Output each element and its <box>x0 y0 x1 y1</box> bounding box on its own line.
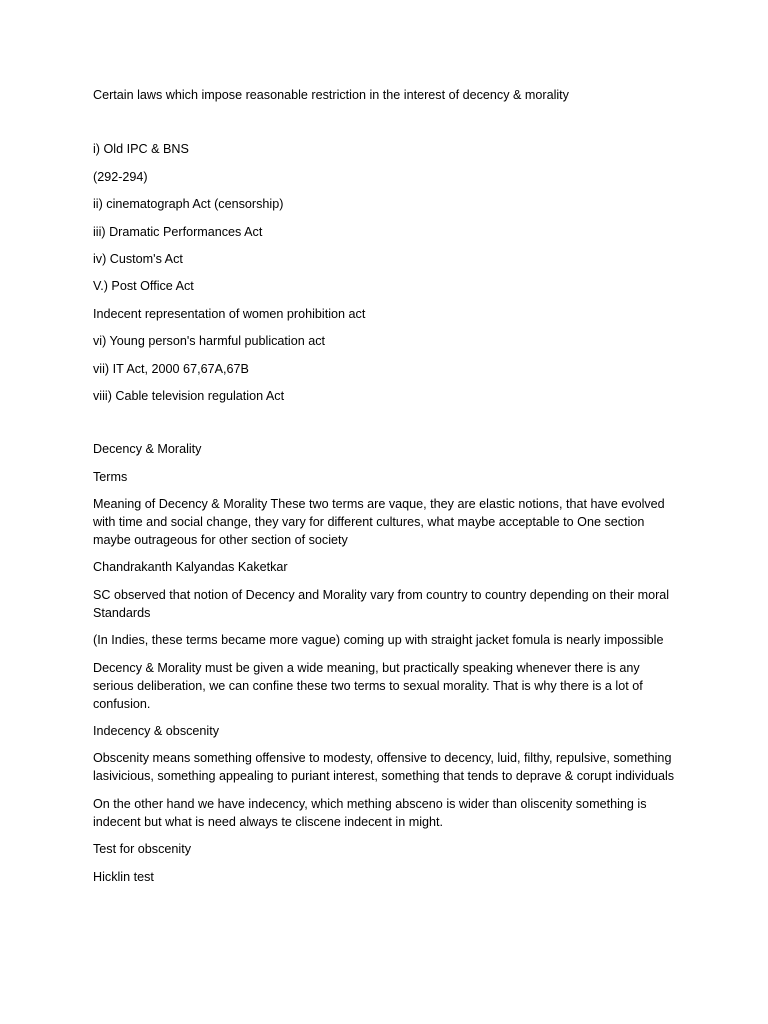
law-item: i) Old IPC & BNS <box>93 142 189 157</box>
paragraph: Hicklin test <box>93 869 154 884</box>
law-item: (292-294) <box>93 169 148 184</box>
document-page <box>93 86 683 895</box>
document-title: Certain laws which impose reasonable restriction in the interest of decency & morality <box>93 88 569 102</box>
paragraph: Decency & Morality must be given a wide meaning, but practically speaking whenever there is any serious deliberation, we can confine these two terms to sexual morality. That is why there is a lot of confusion. <box>93 660 643 711</box>
paragraph: Obscenity means something offensive to modesty, offensive to decency, luid, filthy, repulsive, something lasivicious, something appealing to puriant interest, something that tends to deprave & corupt individuals <box>93 751 675 784</box>
paragraph: Meaning of Decency & Morality These two terms are vaque, they are elastic notions, that have evolved with time and social change, they vary for different cultures, what maybe acceptable to One section maybe outrageous for other section of society <box>93 497 665 548</box>
paragraph: SC observed that notion of Decency and Morality vary from country to country depending on their moral Standards <box>93 587 670 620</box>
spacer <box>93 113 683 140</box>
spacer <box>93 414 683 440</box>
law-item: iii) Dramatic Performances Act <box>93 224 263 239</box>
law-item: ii) cinematograph Act (censorship) <box>93 197 284 212</box>
law-item: vi) Young person's harmful publication act <box>93 334 326 349</box>
decency-section <box>93 440 683 885</box>
paragraph: On the other hand we have indecency, which mething absceno is wider than oliscenity something is indecent but what is need always te cliscene indecent in might. <box>93 796 647 829</box>
law-item: vii) IT Act, 2000 67,67A,67B <box>93 361 249 376</box>
paragraph: Chandrakanth Kalyandas Kaketkar <box>93 560 288 575</box>
law-item: iv) Custom's Act <box>93 251 183 266</box>
section-heading: Decency & Morality <box>93 442 202 457</box>
paragraph: (In Indies, these terms became more vague) coming up with straight jacket fomula is nearly impossible <box>93 633 664 648</box>
laws-list <box>93 140 683 405</box>
paragraph: Test for obscenity <box>93 842 191 857</box>
law-item: Indecent representation of women prohibition act <box>93 306 366 321</box>
paragraph: Indecency & obscenity <box>93 724 220 739</box>
section-subheading: Terms <box>93 469 128 484</box>
law-item: V.) Post Office Act <box>93 279 194 294</box>
law-item: viii) Cable television regulation Act <box>93 388 285 403</box>
